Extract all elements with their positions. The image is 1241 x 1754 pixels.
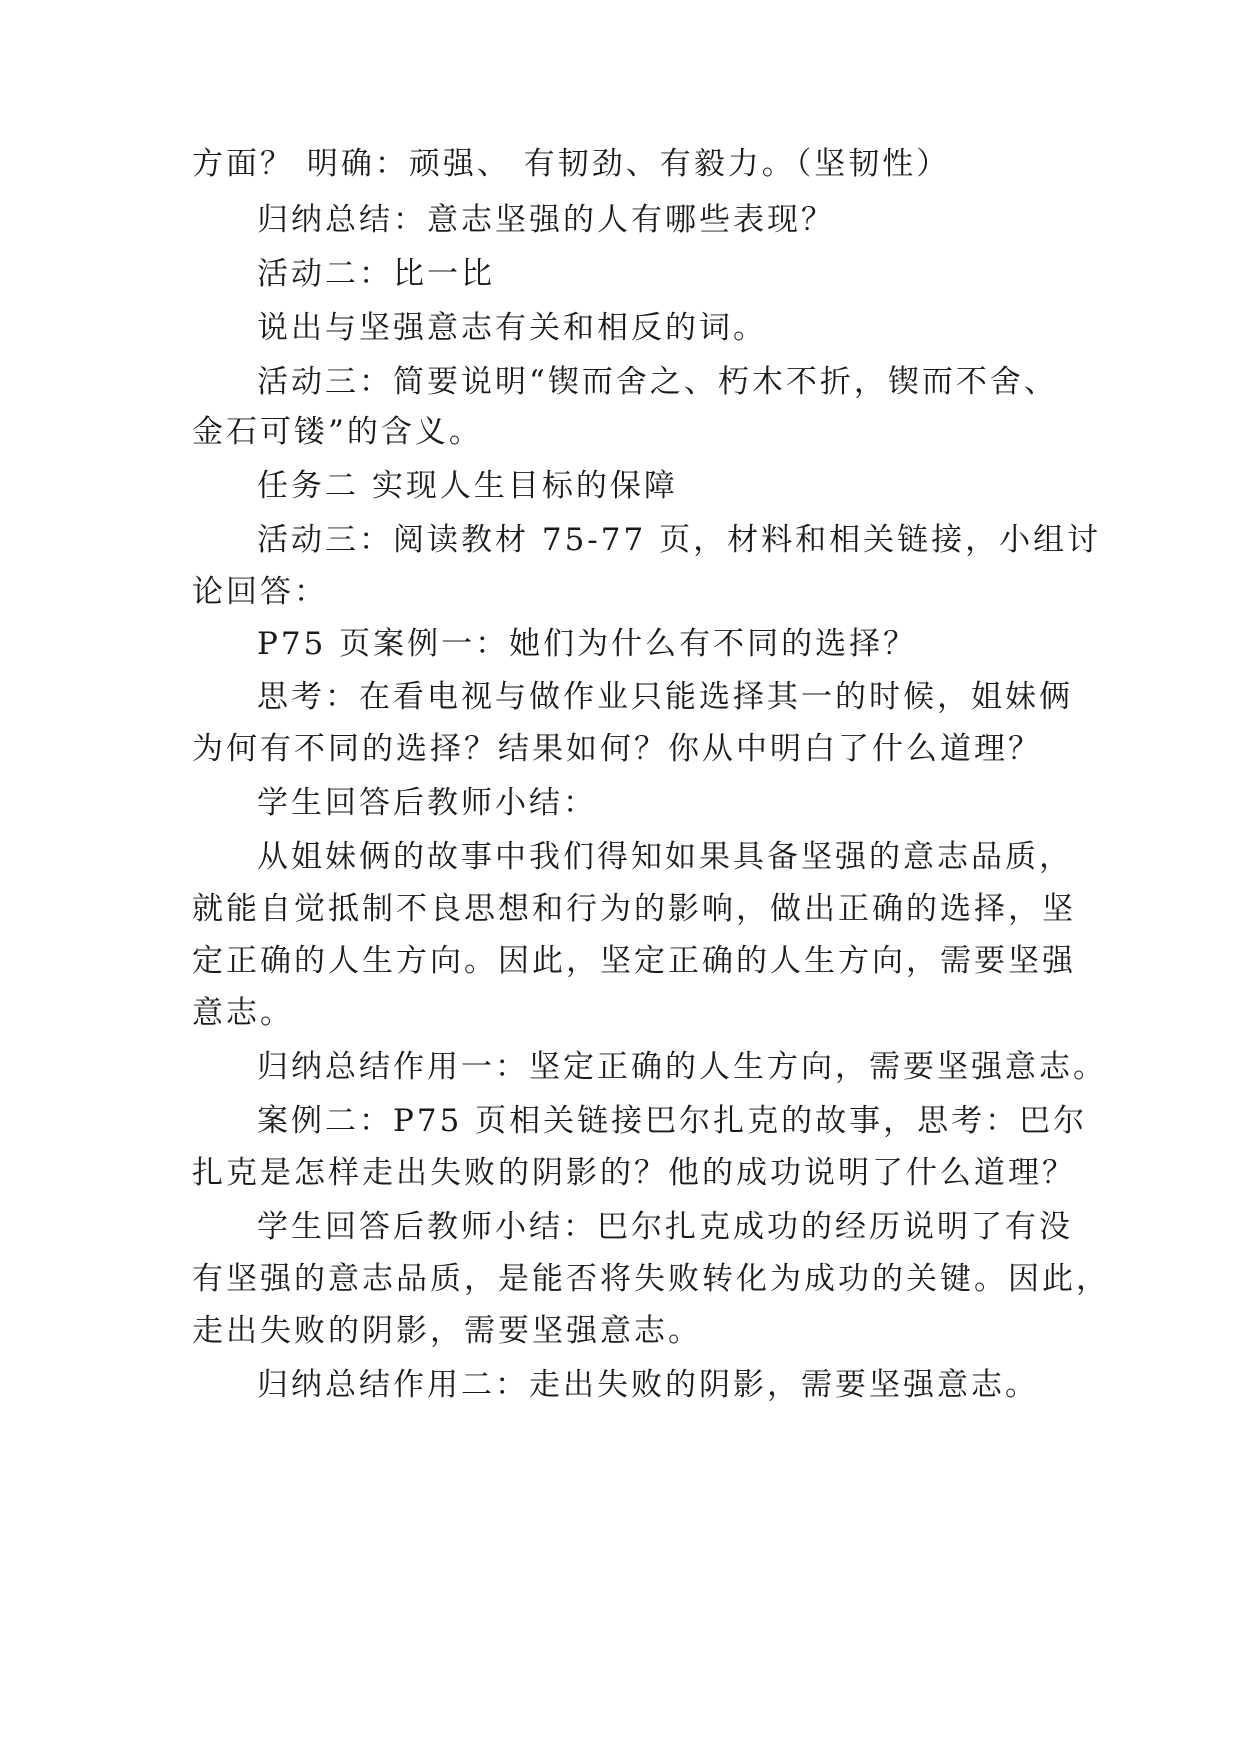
text-line: 归纳总结作用二：走出失败的阴影，需要坚强意志。 [257, 1367, 1039, 1403]
text-line: 学生回答后教师小结：巴尔扎克成功的经历说明了有没 [257, 1209, 1073, 1245]
text-line: 归纳总结作用一：坚定正确的人生方向，需要坚强意志。 [257, 1049, 1107, 1085]
text-line: 金石可镂”的含义。 [192, 414, 483, 450]
text-line: 走出失败的阴影，需要坚强意志。 [192, 1313, 702, 1349]
text-line: 意志。 [192, 995, 294, 1031]
text-line: 学生回答后教师小结： [257, 785, 597, 821]
text-line: 活动二：比一比 [257, 256, 495, 292]
text-line: 说出与坚强意志有关和相反的词。 [257, 310, 767, 346]
text-line: 就能自觉抵制不良思想和行为的影响，做出正确的选择，坚 [192, 891, 1076, 927]
text-line: 归纳总结：意志坚强的人有哪些表现？ [257, 202, 835, 238]
text-line: 活动三：阅读教材 75-77 页，材料和相关链接，小组讨 [257, 522, 1102, 558]
text-line: 活动三：简要说明“锲而舍之、朽木不折，锲而不舍、 [257, 364, 1058, 400]
text-line: 方面？ 明确：顽强、 有韧劲、有毅力。（坚韧性） [192, 146, 951, 182]
text-line: P75 页案例一：她们为什么有不同的选择？ [257, 626, 918, 662]
text-line: 案例二：P75 页相关链接巴尔扎克的故事，思考：巴尔 [257, 1103, 1088, 1139]
text-line: 论回答： [192, 574, 328, 610]
section-heading: 任务二 实现人生目标的保障 [257, 468, 678, 504]
text-line: 有坚强的意志品质，是能否将失败转化为成功的关键。因此， [192, 1261, 1110, 1297]
text-line: 为何有不同的选择？结果如何？你从中明白了什么道理？ [192, 731, 1042, 767]
text-line: 从姐妹俩的故事中我们得知如果具备坚强的意志品质， [257, 839, 1073, 875]
text-line: 定正确的人生方向。因此，坚定正确的人生方向，需要坚强 [192, 943, 1076, 979]
text-line: 扎克是怎样走出失败的阴影的？他的成功说明了什么道理？ [192, 1155, 1076, 1191]
text-line: 思考：在看电视与做作业只能选择其一的时候，姐妹俩 [257, 679, 1073, 715]
